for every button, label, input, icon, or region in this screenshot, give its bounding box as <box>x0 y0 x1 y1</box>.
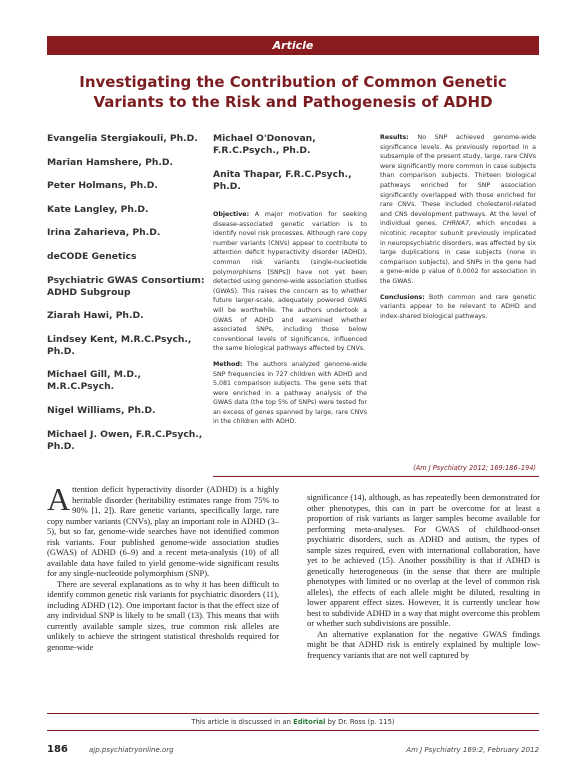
citation-divider <box>213 476 539 477</box>
title-line-2: Variants to the Risk and Pathogenesis of ADHD <box>93 93 493 111</box>
author-list-middle <box>213 133 373 205</box>
objective-heading: Objective: <box>213 211 250 218</box>
results-heading: Results: <box>380 134 409 141</box>
results-text-a: No SNP achieved genome-wide significance levels. As previously reported in a subsample of the present study, large, rare CNVs were significantly more common in case subjects than comparison subjects. Thirteen biological pathways enriched for SNP association significantly overlapped with those enriched for rare CNVs. These included cholesterol-related and CNS development pathways. At the level of individual genes, <box>380 134 536 228</box>
author: Anita Thapar, F.R.C.Psych., Ph.D. <box>213 169 352 192</box>
article-type-banner: Article <box>47 36 539 55</box>
conclusions-heading: Conclusions: <box>380 293 425 301</box>
results-gene-name: CHRNA7, <box>442 220 472 228</box>
abstract-method <box>213 360 367 427</box>
conclusions-text: Both common and rare genetic variants appear to be relevant to ADHD and index-shared biological pathways. <box>380 293 536 320</box>
author: Michael J. Owen, F.R.C.Psych., Ph.D. <box>47 428 203 452</box>
editorial-notice <box>47 713 539 731</box>
objective-text: A major motivation for seeking disease-associated genetic variation is to identify novel risk processes. Although rare copy number variants (CNVs) appear to contribute to attention deficit hyperactivity disorder (ADHD), common risk variants (single-nucleotide polymorphisms [SNPs]) have not yet been detected using genome-wide association studies (GWAS). This raises the concern as to whether future larger-scale, adequately powered GWAS will be worthwhile. The authors undertook a GWAS of ADHD and examined whether associated SNPs, including those below conventional levels of significance, influenced the same biological pathways affected by CNVs. <box>213 211 367 353</box>
author: deCODE Genetics <box>47 250 137 262</box>
drop-cap: A <box>47 481 71 517</box>
abstract-column-2 <box>380 133 536 327</box>
author: Ziarah Hawi, Ph.D. <box>47 310 144 322</box>
page-number: 186 <box>47 744 68 755</box>
body-paragraph: There are several explanations as to why it has been difficult to identify common genetic risk variants for psychiatric disorders (11), including ADHD (12). One important factor is that the effect size of any individual SNP is likely to be small (13). This means that with currently available sample sizes, true common risk alleles are unlikely to achieve the stringent statistical thresholds required for genome-wide <box>47 578 279 652</box>
abstract-column-1 <box>213 210 367 433</box>
author: Irina Zaharieva, Ph.D. <box>47 227 161 239</box>
method-text: The authors analyzed genome-wide SNP frequencies in 727 children with ADHD and 5,081 comparison subjects. The gene sets that were enriched in a pathway analysis of the GWAS data (the top 5% of SNPs) were tested for an excess of genes spanned by large, rare CNVs in the children with ADHD. <box>213 360 367 426</box>
body-paragraph <box>47 481 279 579</box>
results-text-b: which encodes a nicotinic receptor subunit previously implicated in neuropsychiatric disorders, was affected by six large duplications in case subjects (none in comparison subjects), and SNPs in the gene had a gene-wide p value of 0.0002 for association in the GWAS. <box>380 220 536 285</box>
author: Peter Holmans, Ph.D. <box>47 180 158 192</box>
abstract-results <box>380 133 536 287</box>
journal-url[interactable]: ajp.psychiatryonline.org <box>89 746 174 754</box>
author: Lindsey Kent, M.R.C.Psych., Ph.D. <box>47 333 192 357</box>
title-line-1: Investigating the Contribution of Common Genetic <box>79 73 507 91</box>
body-column-1 <box>47 481 279 652</box>
author: Psychiatric GWAS Consortium: ADHD Subgroup <box>47 274 205 298</box>
author: Evangelia Stergiakouli, Ph.D. <box>47 133 198 144</box>
body-text: ttention deficit hyperactivity disorder (ADHD) is a highly heritable disorder (heritability estimates range from 75% to 90% [1, 2]). Rare genetic variants, specifically large, rare copy number variants (CNVs), play an important role in ADHD (3–5), but so far, genome-wide searches have not identified common risk variants. Four published genome-wide association studies (GWAS) of ADHD (6–9) and a recent meta-analysis (10) of all available data have failed to yield genome-wide significant results for any single-nucleotide polymorphism (SNP). <box>47 484 279 578</box>
author: Michael O'Donovan, F.R.C.Psych., Ph.D. <box>213 133 316 156</box>
page-footer <box>47 744 539 758</box>
method-heading: Method: <box>213 360 243 368</box>
author: Kate Langley, Ph.D. <box>47 203 149 215</box>
notice-suffix: by Dr. Ross (p. 115) <box>327 718 395 726</box>
author: Michael Gill, M.D., M.R.C.Psych. <box>47 369 141 393</box>
author: Marian Hamshere, Ph.D. <box>47 156 173 168</box>
author: Nigel Williams, Ph.D. <box>47 404 156 416</box>
journal-issue: Am J Psychiatry 169:2, February 2012 <box>406 746 539 754</box>
journal-citation: (Am J Psychiatry 2012; 169:186–194) <box>413 464 536 472</box>
author-list-left <box>47 133 207 464</box>
body-column-2 <box>307 492 540 660</box>
body-paragraph: An alternative explanation for the negative GWAS findings might be that ADHD risk is entirely explained by multiple low-frequency variants that are not well captured by <box>307 628 540 660</box>
editorial-link[interactable]: Editorial <box>293 718 326 726</box>
abstract-conclusions <box>380 293 536 322</box>
body-paragraph: significance (14), although, as has repeatedly been demonstrated for other phenotypes, this can in part be overcome for at least a proportion of risk variants as larger samples become available for performing meta-analyses. For GWAS of childhood-onset psychiatric disorders, such as ADHD and autism, the types of sample sizes required, even with international collaboration, have yet to be achieved (15). Another possibility is that if ADHD is genetically heterogeneous (in the sense that there are multiple phenotypes with limited or no overlap at the level of common risk alleles), the effects of each allele might be diluted, resulting in lower apparent effect sizes. However, it is currently unclear how best to subdivide ADHD in a way that might overcome this problem or whether such subdivisions are possible. <box>307 492 540 628</box>
abstract-objective <box>213 210 367 354</box>
notice-prefix: This article is discussed in an <box>191 718 291 726</box>
article-title <box>47 72 539 112</box>
